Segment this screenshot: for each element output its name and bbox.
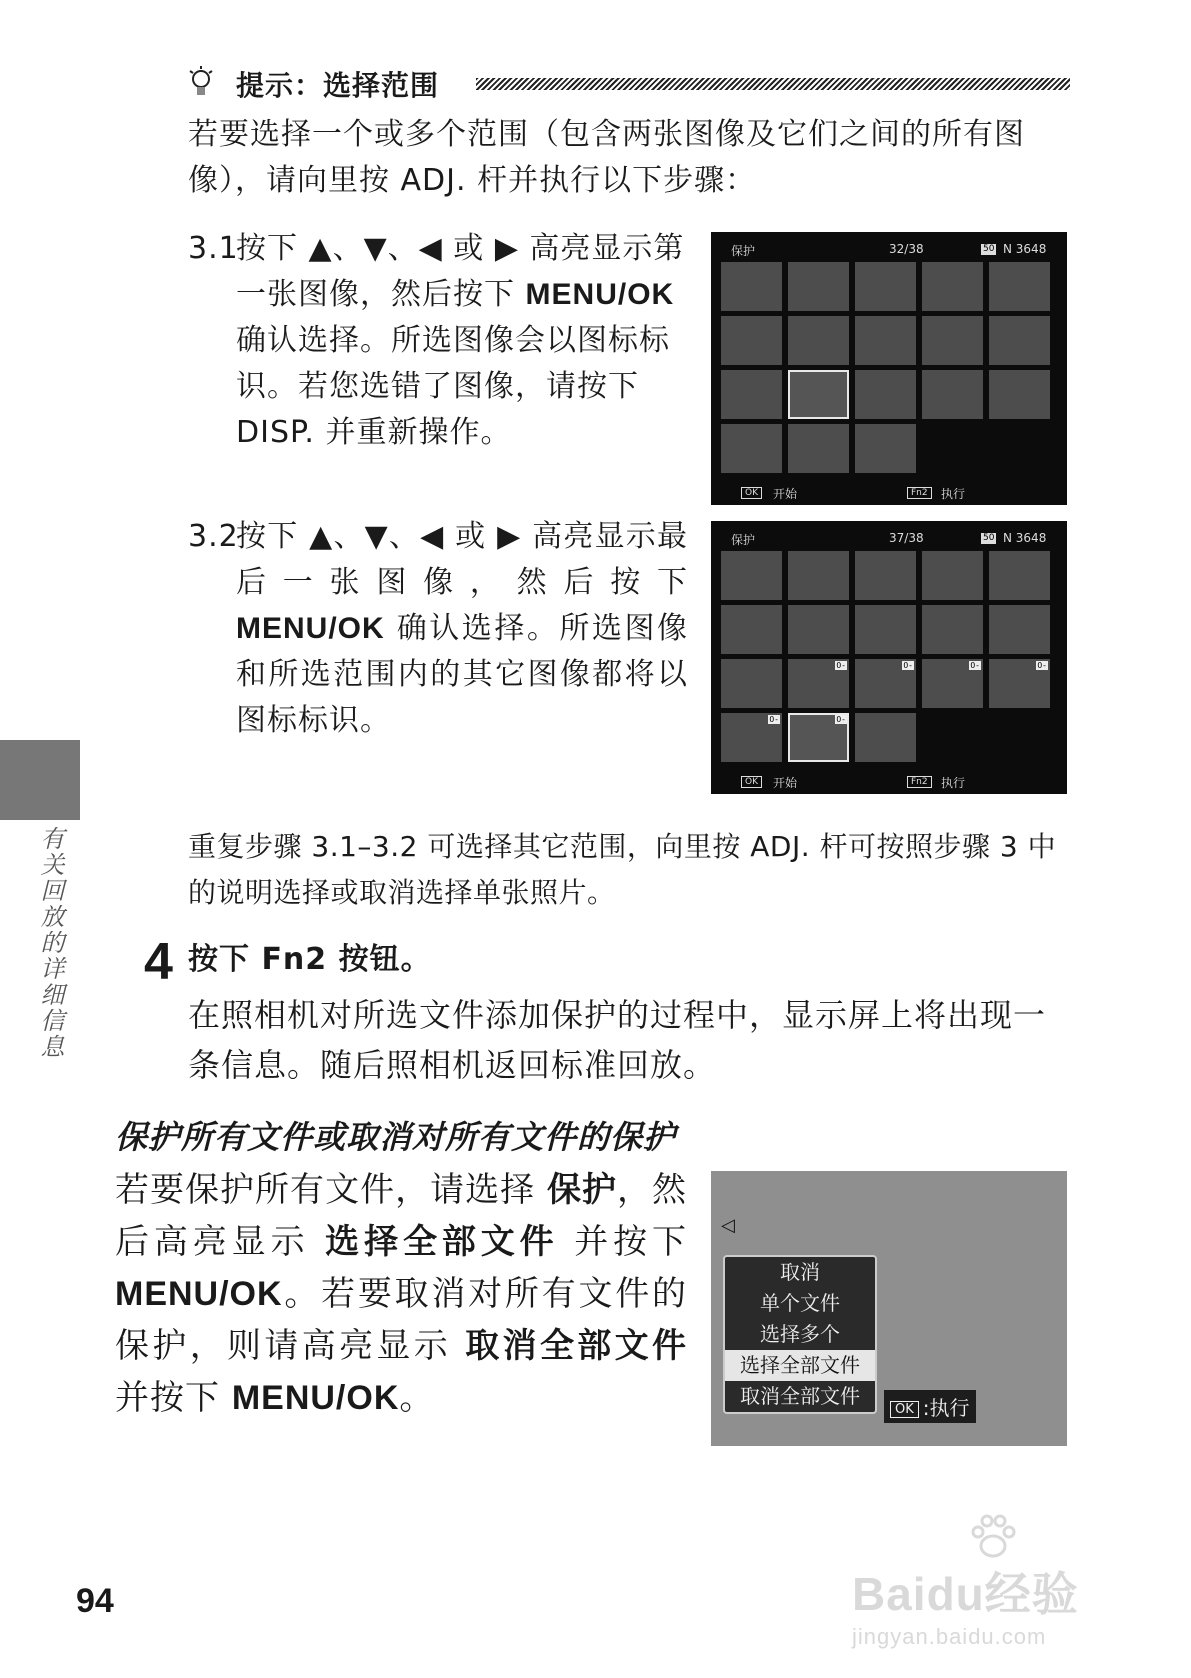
lock-icon: O-: [836, 661, 846, 670]
menu-item-cancel: 取消: [780, 1260, 820, 1284]
thumbnail: [855, 262, 916, 311]
thumbnail: [989, 551, 1050, 600]
tip-rule-divider: [476, 78, 1070, 90]
camera-screen-range-selection: [711, 521, 1067, 794]
lightbulb-icon: [188, 66, 214, 102]
section-title: 保护所有文件或取消对所有文件的保护: [115, 1118, 677, 1156]
thumbnail: [922, 370, 983, 419]
thumbnail: [855, 713, 916, 762]
tip-title: 提示：选择范围: [236, 69, 440, 102]
step-3-2-number: 3.2: [188, 519, 239, 554]
lock-icon: O-: [769, 715, 779, 724]
step-4-title: 按下 Fn2 按钮。: [188, 942, 432, 977]
camera-menu-screen: [711, 1171, 1067, 1446]
watermark: [852, 1520, 1079, 1650]
step-3-1-text: 按下 ▲、▼、◀ 或 ▶ 高亮显示第一张图像，然后按下 MENU/OK 确认选择。所选图像会以图标标识。若您选错了图像，请按下 DISP. 并重新操作。: [236, 231, 685, 450]
resolution: N 3648: [1003, 242, 1047, 256]
camera-screen-first-selection: [711, 232, 1067, 505]
lock-icon: O-: [970, 661, 980, 670]
thumbnail: [788, 424, 849, 473]
quality-badge: 50: [983, 533, 995, 543]
thumbnail-protected: [721, 713, 782, 762]
thumbnail: [788, 316, 849, 365]
image-counter: 32/38: [889, 242, 924, 256]
chapter-tab: [0, 740, 80, 820]
fn2-label: 执行: [941, 776, 966, 790]
menu-item-select-all: 选择全部文件: [725, 1350, 875, 1381]
thumbnail: [788, 262, 849, 311]
thumbnail: [788, 551, 849, 600]
thumbnail: [721, 316, 782, 365]
menu-item-select-multiple: 选择多个: [760, 1322, 840, 1346]
step-4-number: 4: [144, 933, 173, 991]
screen-title: 保护: [731, 244, 756, 258]
ok-key-icon: OK: [741, 776, 762, 788]
menu-ok-hint: [884, 1390, 976, 1423]
fn2-label: 执行: [941, 487, 966, 501]
thumbnail-protected: [922, 659, 983, 708]
thumbnail: [721, 659, 782, 708]
image-counter: 37/38: [889, 531, 924, 545]
thumbnail: [855, 370, 916, 419]
step-4-body: 在照相机对所选文件添加保护的过程中，显示屏上将出现一条信息。随后照相机返回标准回放。: [188, 996, 1047, 1084]
thumbnail: [989, 605, 1050, 654]
thumbnail: [922, 551, 983, 600]
page-number: 94: [76, 1582, 114, 1620]
thumbnail: [989, 316, 1050, 365]
chapter-label: 有关回放的详细信息: [36, 826, 64, 1060]
resolution: N 3648: [1003, 531, 1047, 545]
thumbnail: [855, 605, 916, 654]
thumbnail-protected: [855, 659, 916, 708]
thumbnail: [721, 424, 782, 473]
screen-title: 保护: [731, 533, 756, 547]
lock-icon: O-: [903, 661, 913, 670]
menu-item-cancel-all: 取消全部文件: [740, 1384, 860, 1408]
section-body: 若要保护所有文件，请选择 保护，然后高亮显示 选择全部文件 并按下 MENU/OK。若要取消对所有文件的保护，则请高亮显示 取消全部文件 并按下 MENU/OK。: [115, 1170, 688, 1418]
thumbnail: [855, 316, 916, 365]
watermark-url: jingyan.baidu.com: [852, 1624, 1047, 1649]
fn2-key-icon: Fn2: [907, 487, 932, 499]
protect-menu: [723, 1255, 877, 1414]
repeat-instructions: 重复步骤 3.1–3.2 可选择其它范围，向里按 ADJ. 杆可按照步骤 3 中的说明选择或取消选择单张照片。: [188, 830, 1057, 909]
step-3-1-number: 3.1: [188, 231, 239, 266]
watermark-logo: Baidu经验: [852, 1568, 1079, 1620]
quality-badge: 50: [983, 244, 995, 254]
thumbnail: [922, 316, 983, 365]
tip-body: 若要选择一个或多个范围（包含两张图像及它们之间的所有图像），请向里按 ADJ. 杆并执行以下步骤：: [188, 117, 1025, 198]
ok-label: 开始: [773, 776, 798, 790]
ok-label: 开始: [773, 487, 798, 501]
menu-item-single-file: 单个文件: [760, 1291, 840, 1315]
ok-key-icon: OK: [890, 1401, 919, 1418]
thumbnail: [788, 605, 849, 654]
thumbnail: [721, 605, 782, 654]
thumbnail: [922, 262, 983, 311]
thumbnail-selected: [788, 713, 849, 762]
fn2-key-icon: Fn2: [907, 776, 932, 788]
thumbnail: [922, 605, 983, 654]
lock-icon: O-: [836, 715, 846, 724]
thumbnail: [855, 424, 916, 473]
thumbnail: [989, 262, 1050, 311]
thumbnail-selected: [788, 370, 849, 419]
lock-icon: O-: [1037, 661, 1047, 670]
ok-hint-label: :执行: [922, 1396, 970, 1420]
thumbnail: [721, 262, 782, 311]
step-3-2-text: 按下 ▲、▼、◀ 或 ▶ 高亮显示最后一张图像，然后按下 MENU/OK 确认选择。所选图像和所选范围内的其它图像都将以图标标识。: [236, 519, 688, 738]
back-arrow-icon: ◁: [721, 1215, 735, 1236]
thumbnail: [855, 551, 916, 600]
thumbnail: [989, 370, 1050, 419]
ok-key-icon: OK: [741, 487, 762, 499]
thumbnail-protected: [989, 659, 1050, 708]
thumbnail-protected: [788, 659, 849, 708]
thumbnail: [721, 370, 782, 419]
thumbnail: [721, 551, 782, 600]
